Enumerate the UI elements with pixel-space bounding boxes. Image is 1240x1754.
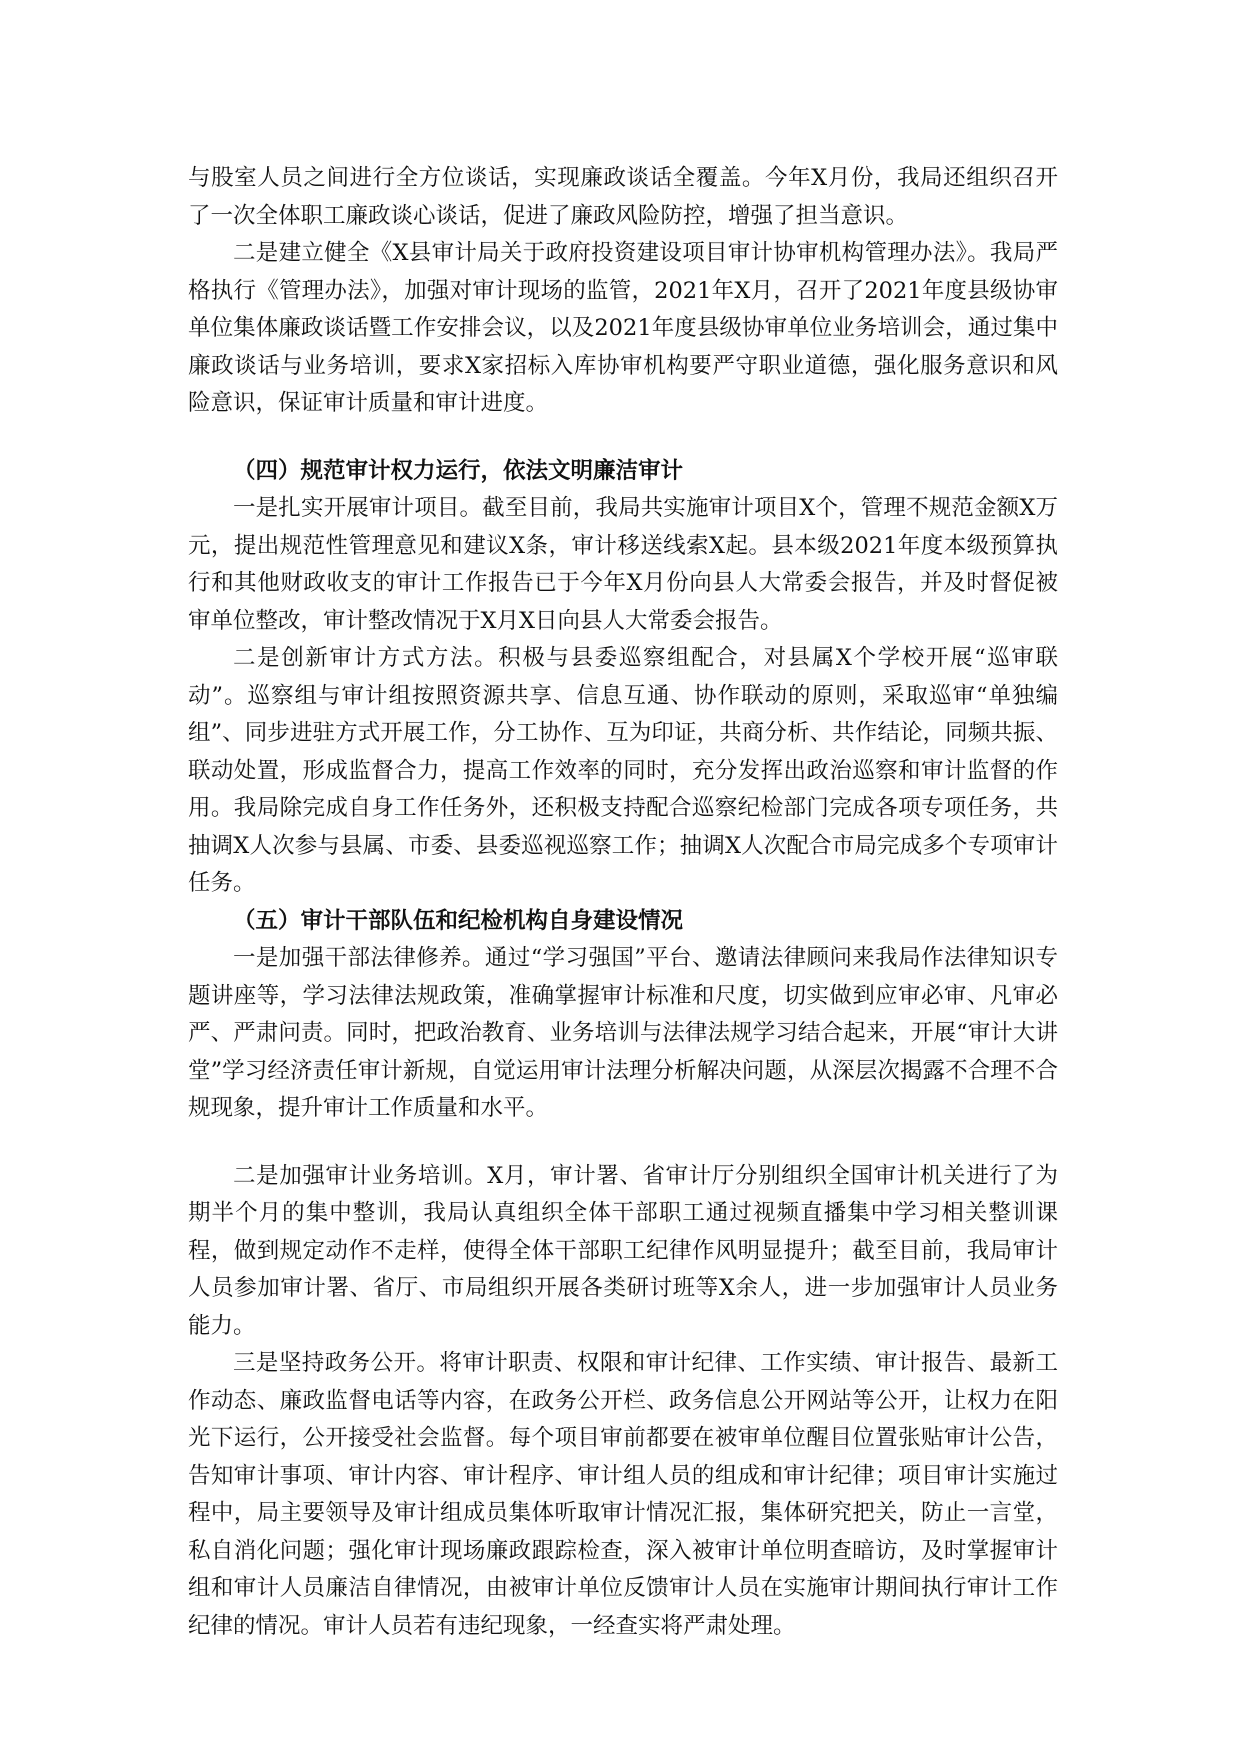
section-heading-five: （五）审计干部队伍和纪检机构自身建设情况 bbox=[233, 907, 684, 934]
paragraph-management-measures: 二是建立健全《X县审计局关于政府投资建设项目审计协审机构管理办法》。我局严格执行《管理办法》，加强对审计现场的监管，2021年X月，召开了2021年度县级协审单位集体廉政谈话暨工作安排会议，以及2021年度县级协审单位业务培训会，通过集中廉政谈话与业务培训，要求X家招标入库协审机构要严守职业道德，强化服务意识和风险意识，保证审计质量和审计进度。 bbox=[188, 240, 1058, 416]
document-body bbox=[188, 160, 1058, 1645]
paragraph-government-transparency: 三是坚持政务公开。将审计职责、权限和审计纪律、工作实绩、审计报告、最新工作动态、廉政监督电话等内容，在政务公开栏、政务信息公开网站等公开，让权力在阳光下运行，公开接受社会监督。每个项目审前都要在被审单位醒目位置张贴审计公告，告知审计事项、审计内容、审计程序、审计组人员的组成和审计纪律；项目审计实施过程中，局主要领导及审计组成员集体听取审计情况汇报，集体研究把关，防止一言堂，私自消化问题；强化审计现场廉政跟踪检查，深入被审计单位明查暗访，及时掌握审计组和审计人员廉洁自律情况，由被审计单位反馈审计人员在实施审计期间执行审计工作纪律的情况。审计人员若有违纪现象，一经查实将严肃处理。 bbox=[188, 1350, 1058, 1639]
paragraph-gap bbox=[188, 423, 1058, 453]
section-heading-four: （四）规范审计权力运行，依法文明廉洁审计 bbox=[233, 457, 684, 484]
paragraph-business-training: 二是加强审计业务培训。X月，审计署、省审计厅分别组织全国审计机关进行了为期半个月的集中整训，我局认真组织全体干部职工通过视频直播集中学习相关整训课程，做到规定动作不走样，使得全体干部职工纪律作风明显提升；截至目前，我局审计人员参加审计署、省厅、市局组织开展各类研讨班等X余人，进一步加强审计人员业务能力。 bbox=[188, 1162, 1058, 1339]
paragraph-continued-talks: 与股室人员之间进行全方位谈话，实现廉政谈话全覆盖。今年X月份，我局还组织召开了一次全体职工廉政谈心谈话，促进了廉政风险防控，增强了担当意识。 bbox=[188, 165, 1058, 229]
paragraph-audit-projects: 一是扎实开展审计项目。截至目前，我局共实施审计项目X个，管理不规范金额X万元，提出规范性管理意见和建议X条，审计移送线索X起。县本级2021年度本级预算执行和其他财政收支的审计工作报告已于今年X月份向县人大常委会报告，并及时督促被审单位整改，审计整改情况于X月X日向县人大常委会报告。 bbox=[188, 495, 1058, 634]
paragraph-gap bbox=[188, 1128, 1058, 1158]
paragraph-legal-cultivation: 一是加强干部法律修养。通过“学习强国”平台、邀请法律顾问来我局作法律知识专题讲座等，学习法律法规政策，准确掌握审计标准和尺度，切实做到应审必审、凡审必严、严肃问责。同时，把政治教育、业务培训与法律法规学习结合起来，开展“审计大讲堂”学习经济责任审计新规，自觉运用审计法理分析解决问题，从深层次揭露不合理不合规现象，提升审计工作质量和水平。 bbox=[188, 945, 1058, 1121]
paragraph-audit-methods: 二是创新审计方式方法。积极与县委巡察组配合，对县属X个学校开展“巡审联动”。巡察组与审计组按照资源共享、信息互通、协作联动的原则，采取巡审“单独编组”、同步进驻方式开展工作，分工协作、互为印证，共商分析、共作结论，同频共振、联动处置，形成监督合力，提高工作效率的同时，充分发挥出政治巡察和审计监督的作用。我局除完成自身工作任务外，还积极支持配合巡察纪检部门完成各项专项任务，共抽调X人次参与县属、市委、县委巡视巡察工作；抽调X人次配合市局完成多个专项审计任务。 bbox=[188, 645, 1058, 896]
